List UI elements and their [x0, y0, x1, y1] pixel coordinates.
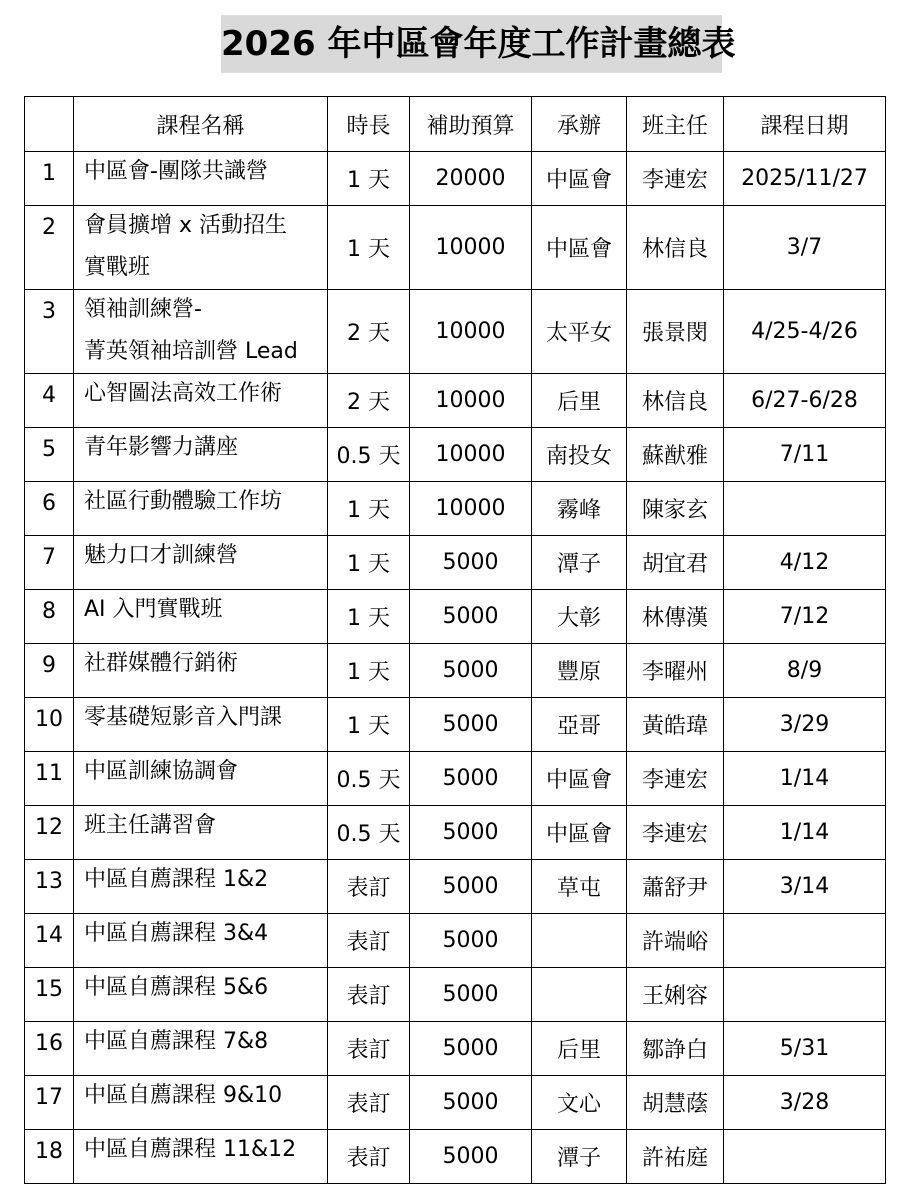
- course-name: [74, 374, 328, 428]
- host-cell: 草屯: [532, 860, 627, 914]
- course-name-line: 中區自薦課程 3&4: [84, 921, 269, 946]
- lead-cell: 許端峪: [627, 914, 724, 968]
- course-name-line: 青年影響力講座: [84, 435, 239, 460]
- duration-cell: 表訂: [328, 968, 410, 1022]
- course-name-line: 社群媒體行銷術: [84, 651, 239, 676]
- work-plan-table: [24, 96, 886, 1184]
- header-row: [25, 97, 886, 152]
- date-cell: [724, 914, 886, 968]
- course-name: [74, 860, 328, 914]
- date-cell: 6/27-6/28: [724, 374, 886, 428]
- row-number: 18: [25, 1130, 74, 1184]
- table-row: [25, 914, 886, 968]
- row-number: 12: [25, 806, 74, 860]
- course-name: [74, 914, 328, 968]
- row-number: 15: [25, 968, 74, 1022]
- budget-cell: 5000: [410, 1076, 532, 1130]
- host-cell: 中區會: [532, 206, 627, 290]
- header-host: 承辦: [532, 97, 627, 152]
- date-cell: 3/7: [724, 206, 886, 290]
- lead-cell: 陳家玄: [627, 482, 724, 536]
- duration-cell: 2 天: [328, 290, 410, 374]
- date-cell: 3/28: [724, 1076, 886, 1130]
- budget-cell: 5000: [410, 752, 532, 806]
- lead-cell: 胡慧蔭: [627, 1076, 724, 1130]
- row-number: 8: [25, 590, 74, 644]
- budget-cell: 5000: [410, 590, 532, 644]
- course-name: [74, 806, 328, 860]
- row-number: 3: [25, 290, 74, 374]
- row-number: 2: [25, 206, 74, 290]
- course-name-line: 中區訓練協調會: [84, 759, 239, 784]
- course-name-line: 中區自薦課程 7&8: [84, 1029, 269, 1054]
- table-row: [25, 698, 886, 752]
- budget-cell: 5000: [410, 698, 532, 752]
- course-name: [74, 152, 328, 206]
- date-cell: 7/12: [724, 590, 886, 644]
- duration-cell: 2 天: [328, 374, 410, 428]
- host-cell: 后里: [532, 1022, 627, 1076]
- table-row: [25, 152, 886, 206]
- duration-cell: 0.5 天: [328, 428, 410, 482]
- date-cell: 8/9: [724, 644, 886, 698]
- host-cell: 文心: [532, 1076, 627, 1130]
- row-number: 10: [25, 698, 74, 752]
- host-cell: 潭子: [532, 1130, 627, 1184]
- course-name-line: 中區自薦課程 11&12: [84, 1137, 297, 1162]
- table-row: [25, 482, 886, 536]
- host-cell: 大彰: [532, 590, 627, 644]
- course-name-line: 中區自薦課程 9&10: [84, 1083, 283, 1108]
- date-cell: 1/14: [724, 752, 886, 806]
- host-cell: [532, 968, 627, 1022]
- table-row: [25, 290, 886, 374]
- row-number: 5: [25, 428, 74, 482]
- course-name: [74, 1076, 328, 1130]
- course-name: [74, 290, 328, 374]
- row-number: 16: [25, 1022, 74, 1076]
- table-row: [25, 644, 886, 698]
- header-no: [25, 97, 74, 152]
- lead-cell: 李連宏: [627, 752, 724, 806]
- table-row: [25, 860, 886, 914]
- table-row: [25, 536, 886, 590]
- table-row: [25, 1076, 886, 1130]
- host-cell: 中區會: [532, 752, 627, 806]
- lead-cell: 鄒諍白: [627, 1022, 724, 1076]
- host-cell: [532, 914, 627, 968]
- header-duration: 時長: [328, 97, 410, 152]
- course-name: [74, 698, 328, 752]
- duration-cell: 1 天: [328, 482, 410, 536]
- duration-cell: 1 天: [328, 644, 410, 698]
- host-cell: 中區會: [532, 806, 627, 860]
- duration-cell: 0.5 天: [328, 752, 410, 806]
- lead-cell: 李連宏: [627, 806, 724, 860]
- budget-cell: 5000: [410, 536, 532, 590]
- budget-cell: 10000: [410, 428, 532, 482]
- budget-cell: 5000: [410, 644, 532, 698]
- course-name-line: 中區自薦課程 1&2: [84, 867, 269, 892]
- budget-cell: 10000: [410, 206, 532, 290]
- date-cell: [724, 482, 886, 536]
- duration-cell: 0.5 天: [328, 806, 410, 860]
- budget-cell: 5000: [410, 968, 532, 1022]
- course-name-line: 零基礎短影音入門課: [84, 705, 283, 730]
- course-name: [74, 968, 328, 1022]
- row-number: 9: [25, 644, 74, 698]
- date-cell: 5/31: [724, 1022, 886, 1076]
- lead-cell: 黃皓瑋: [627, 698, 724, 752]
- course-name: [74, 428, 328, 482]
- row-number: 4: [25, 374, 74, 428]
- course-name-line: 班主任講習會: [84, 813, 217, 838]
- course-name-line: 實戰班: [84, 255, 151, 280]
- host-cell: 太平女: [532, 290, 627, 374]
- header-date: 課程日期: [724, 97, 886, 152]
- table-row: [25, 374, 886, 428]
- host-cell: 豐原: [532, 644, 627, 698]
- lead-cell: 許祐庭: [627, 1130, 724, 1184]
- host-cell: 潭子: [532, 536, 627, 590]
- budget-cell: 5000: [410, 1130, 532, 1184]
- course-name-line: 心智圖法高效工作術: [84, 381, 283, 406]
- budget-cell: 10000: [410, 482, 532, 536]
- lead-cell: 林信良: [627, 206, 724, 290]
- course-name: [74, 1022, 328, 1076]
- row-number: 17: [25, 1076, 74, 1130]
- date-cell: 3/14: [724, 860, 886, 914]
- course-name: [74, 644, 328, 698]
- course-name: [74, 482, 328, 536]
- date-cell: [724, 1130, 886, 1184]
- lead-cell: 蘇猷雅: [627, 428, 724, 482]
- date-cell: [724, 968, 886, 1022]
- row-number: 11: [25, 752, 74, 806]
- duration-cell: 1 天: [328, 698, 410, 752]
- host-cell: 中區會: [532, 152, 627, 206]
- row-number: 7: [25, 536, 74, 590]
- course-name-line: 中區自薦課程 5&6: [84, 975, 269, 1000]
- date-cell: 2025/11/27: [724, 152, 886, 206]
- budget-cell: 10000: [410, 374, 532, 428]
- course-name-line: 中區會-團隊共識營: [84, 159, 268, 184]
- date-cell: 1/14: [724, 806, 886, 860]
- table-row: [25, 752, 886, 806]
- lead-cell: 林傳漢: [627, 590, 724, 644]
- course-name-line: 會員擴增 x 活動招生: [84, 213, 288, 238]
- course-name: [74, 752, 328, 806]
- duration-cell: 1 天: [328, 206, 410, 290]
- course-name: [74, 590, 328, 644]
- host-cell: 南投女: [532, 428, 627, 482]
- date-cell: 3/29: [724, 698, 886, 752]
- table-row: [25, 806, 886, 860]
- course-name-line: 領袖訓練營-: [84, 297, 202, 322]
- duration-cell: 表訂: [328, 860, 410, 914]
- budget-cell: 5000: [410, 806, 532, 860]
- table-row: [25, 968, 886, 1022]
- budget-cell: 5000: [410, 914, 532, 968]
- host-cell: 后里: [532, 374, 627, 428]
- duration-cell: 表訂: [328, 1130, 410, 1184]
- table-row: [25, 1130, 886, 1184]
- duration-cell: 1 天: [328, 590, 410, 644]
- course-name-line: 社區行動體驗工作坊: [84, 489, 283, 514]
- table-row: [25, 428, 886, 482]
- table-row: [25, 206, 886, 290]
- lead-cell: 蕭舒尹: [627, 860, 724, 914]
- row-number: 14: [25, 914, 74, 968]
- budget-cell: 20000: [410, 152, 532, 206]
- header-course-name: 課程名稱: [74, 97, 328, 152]
- course-name: [74, 536, 328, 590]
- duration-cell: 表訂: [328, 1022, 410, 1076]
- lead-cell: 李連宏: [627, 152, 724, 206]
- date-cell: 4/12: [724, 536, 886, 590]
- duration-cell: 1 天: [328, 536, 410, 590]
- budget-cell: 5000: [410, 1022, 532, 1076]
- lead-cell: 張景閔: [627, 290, 724, 374]
- course-name-line: AI 入門實戰班: [84, 597, 223, 622]
- duration-cell: 1 天: [328, 152, 410, 206]
- host-cell: 霧峰: [532, 482, 627, 536]
- table-row: [25, 590, 886, 644]
- duration-cell: 表訂: [328, 1076, 410, 1130]
- lead-cell: 林信良: [627, 374, 724, 428]
- course-name: [74, 206, 328, 290]
- course-name: [74, 1130, 328, 1184]
- duration-cell: 表訂: [328, 914, 410, 968]
- row-number: 6: [25, 482, 74, 536]
- lead-cell: 胡宜君: [627, 536, 724, 590]
- lead-cell: 李曜州: [627, 644, 724, 698]
- page-title: 2026 年中區會年度工作計畫總表: [221, 15, 722, 73]
- date-cell: 7/11: [724, 428, 886, 482]
- header-lead: 班主任: [627, 97, 724, 152]
- header-budget: 補助預算: [410, 97, 532, 152]
- date-cell: 4/25-4/26: [724, 290, 886, 374]
- table-row: [25, 1022, 886, 1076]
- budget-cell: 10000: [410, 290, 532, 374]
- lead-cell: 王娳容: [627, 968, 724, 1022]
- course-name-line: 魅力口才訓練營: [84, 543, 239, 568]
- host-cell: 亞哥: [532, 698, 627, 752]
- row-number: 13: [25, 860, 74, 914]
- budget-cell: 5000: [410, 860, 532, 914]
- row-number: 1: [25, 152, 74, 206]
- course-name-line: 菁英領袖培訓營 Lead: [84, 339, 298, 364]
